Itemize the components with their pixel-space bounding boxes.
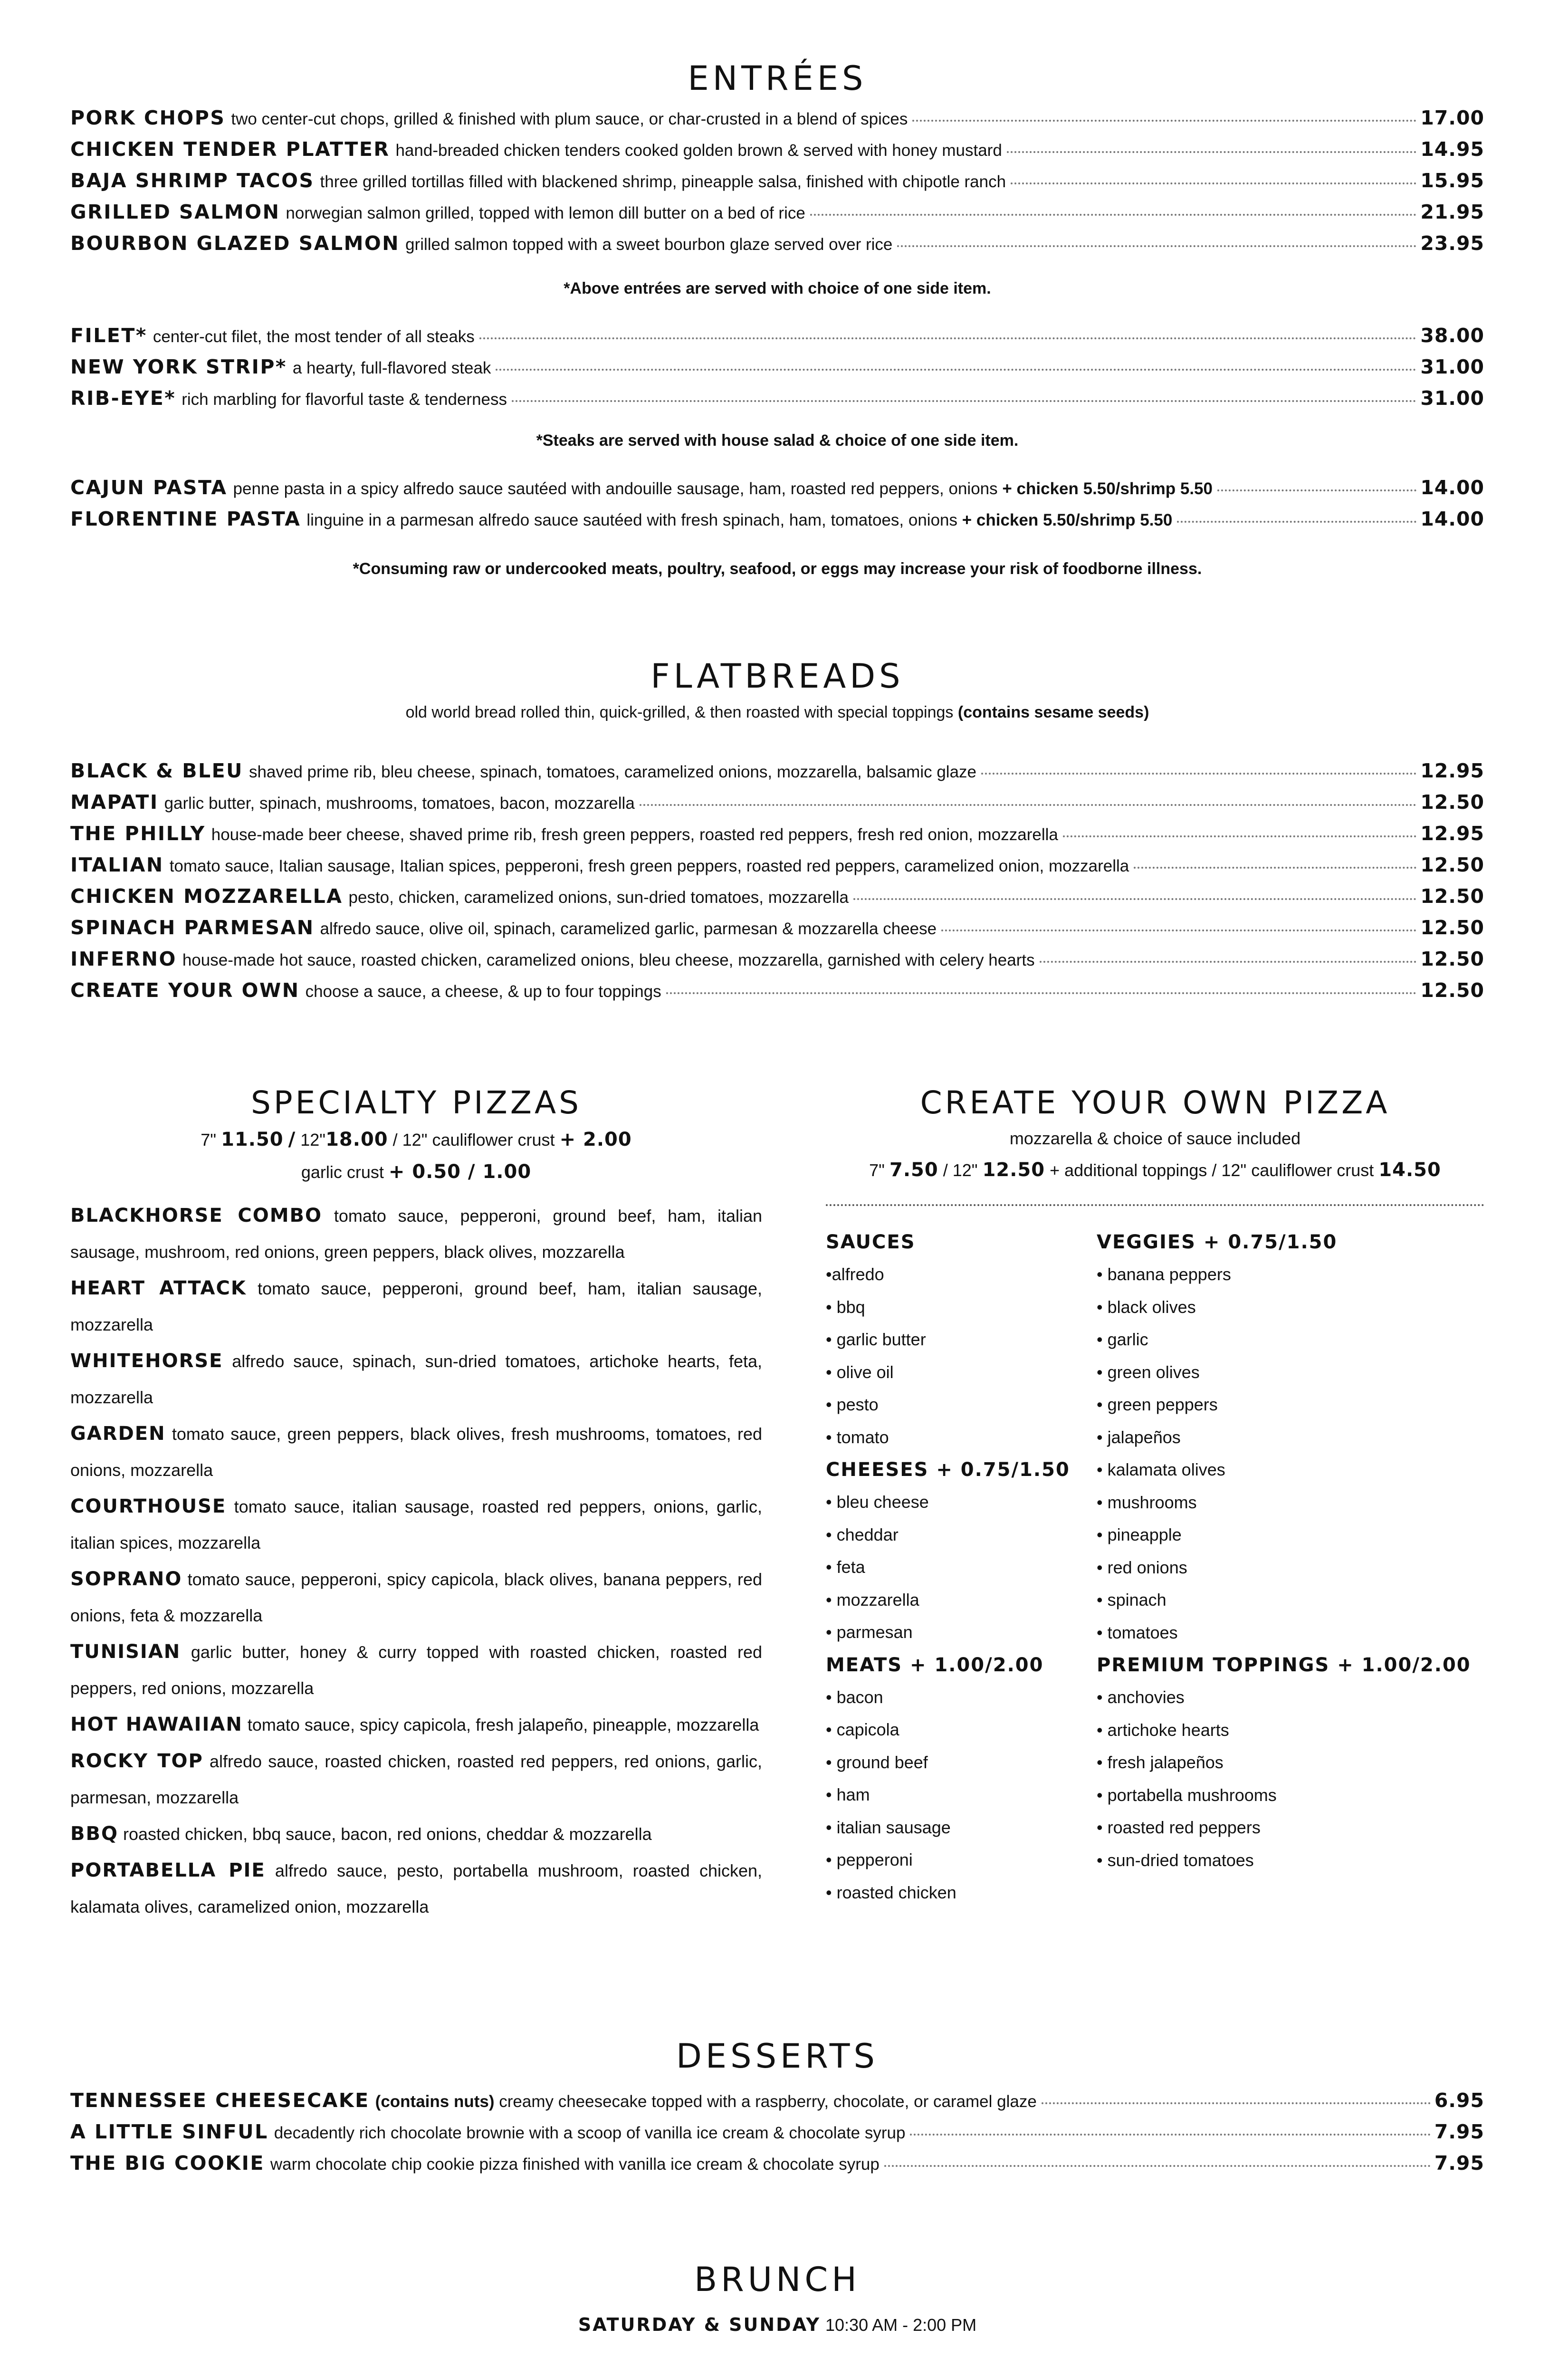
menu-item-price: 31.00 [1420,387,1484,410]
menu-item-price: 6.95 [1434,2089,1484,2112]
menu-item-name: CREATE YOUR OWN [70,979,300,1002]
topping-item: • feta [826,1557,865,1577]
dot-leader [981,773,1416,775]
menu-item-name: ITALIAN [70,853,164,876]
menu-item-row [70,918,1484,949]
menu-item-desc-text: linguine in a parmesan alfredo sauce sautéed with fresh spinach, ham, tomatoes, onions [306,511,957,529]
menu-item-name: FILET* [70,324,147,347]
garlic-crust-label: garlic crust [301,1162,384,1182]
price-12: 18.00 [325,1129,388,1150]
entrees-note-1: *Above entrées are served with choice of one side item. [564,279,991,297]
veggies-heading: VEGGIES + 0.75/1.50 [1097,1231,1338,1253]
specialty-pizza-description: tomato sauce, spicy capicola, fresh jalapeño, pineapple, mozzarella [247,1715,759,1734]
menu-item-row [70,202,1484,234]
specialty-pizzas-section [70,1084,763,1925]
specialty-pizza-item [70,1416,762,1488]
menu-item-row [70,357,1484,389]
menu-item-price: 12.50 [1420,885,1484,908]
menu-item-desc-text: creamy cheesecake topped with a raspberry, chocolate, or caramel glaze [499,2092,1037,2111]
dot-leader [640,804,1417,806]
menu-item-desc-text: rich marbling for flavorful taste & tenderness [182,390,507,409]
menu-item-name: THE PHILLY [70,822,206,845]
topping-item: • ham [826,1785,870,1804]
cyo-dotted-divider [826,1204,1484,1206]
topping-item: • red onions [1097,1557,1187,1577]
specialty-pizza-description: alfredo sauce, spinach, sun-dried tomatoes, artichoke hearts, feta, mozzarella [70,1351,762,1407]
size-7-label: 7" [201,1130,217,1150]
topping-item: • pesto [826,1395,879,1414]
specialty-price-line-2 [70,1162,762,1181]
specialty-pizza-item [70,1270,762,1343]
dot-leader [912,120,1416,122]
premium-toppings-list [1097,1681,1484,1877]
specialty-pizza-item [70,1743,762,1816]
cyo-columns [826,1226,1484,1909]
dot-leader [810,214,1416,216]
brunch-hours: 10:30 AM - 2:00 PM [825,2315,977,2335]
menu-item-price: 14.00 [1420,476,1484,499]
menu-item-row [70,824,1484,855]
menu-item-desc-text: decadently rich chocolate brownie with a scoop of vanilla ice cream & chocolate syrup [274,2124,906,2142]
topping-item: • olive oil [826,1362,894,1382]
menu-item-row [70,509,1484,541]
menu-item-row [70,234,1484,265]
specialty-pizza-name: BBQ [70,1823,118,1845]
menu-item-description [233,480,1213,497]
flatbreads-subtitle [70,704,1484,720]
topping-item: • tomatoes [1097,1622,1178,1642]
menu-item-price: 12.95 [1420,759,1484,782]
dot-leader [884,2165,1431,2167]
menu-item-description [211,826,1058,843]
dot-leader [666,992,1417,994]
menu-item-price: 12.50 [1420,979,1484,1002]
menu-item-name: FLORENTINE PASTA [70,508,301,530]
menu-item-desc-text: norwegian salmon grilled, topped with lemon dill butter on a bed of rice [286,204,805,222]
menu-item-name: A LITTLE SINFUL [70,2120,268,2143]
menu-item-description [164,795,635,812]
menu-item-price: 15.95 [1420,169,1484,192]
menu-item-row [70,140,1484,171]
topping-item: • cheddar [826,1524,899,1544]
flatbreads-title: FLATBREADS [650,657,904,696]
dot-leader [1063,835,1416,837]
garlic-crust-price: + 0.50 / 1.00 [388,1161,532,1183]
veggies-list [1097,1258,1484,1649]
menu-item-name: RIB-EYE* [70,387,176,410]
topping-item: • roasted chicken [826,1882,956,1902]
menu-item-row [70,981,1484,1012]
menu-item-name: PORK CHOPS [70,106,226,129]
brunch-days: SATURDAY & SUNDAY [578,2314,821,2335]
create-your-own-section [826,1084,1484,1909]
entrees-title: ENTRÉES [688,59,867,98]
menu-item-description [306,512,1172,528]
menu-item-row [70,326,1484,357]
cyo-price-12: 12.50 [982,1159,1045,1181]
topping-item: • artichoke hearts [1097,1720,1229,1740]
menu-item-name: INFERNO [70,948,177,970]
specialty-pizza-description: tomato sauce, italian sausage, roasted red peppers, onions, garlic, italian spices, mozzarella [70,1497,762,1552]
entrees-group-2 [70,326,1484,420]
specialty-pizza-list [70,1198,762,1925]
menu-item-name: CHICKEN MOZZARELLA [70,885,343,908]
menu-item-desc-text: choose a sauce, a cheese, & up to four toppings [305,982,661,1001]
specialty-pizza-name: GARDEN [70,1423,166,1445]
specialty-pizza-description: tomato sauce, green peppers, black olives, fresh mushrooms, tomatoes, red onions, mozzarella [70,1424,762,1480]
specialty-pizza-name: PORTABELLA PIE [70,1859,266,1881]
dot-leader [1042,2102,1431,2104]
topping-item: • black olives [1097,1297,1196,1317]
menu-item-price: 12.50 [1420,791,1484,814]
menu-item-name: MAPATI [70,791,159,814]
menu-item-desc-text: house-made beer cheese, shaved prime rib, fresh green peppers, roasted red peppers, fresh red onion, mozzarella [211,825,1058,844]
menu-item-name: THE BIG COOKIE [70,2152,265,2175]
menu-item-desc-text: center-cut filet, the most tender of all steaks [153,327,475,346]
specialty-pizza-name: COURTHOUSE [70,1495,227,1517]
flatbreads-subtitle-bold: (contains sesame seeds) [957,703,1149,721]
menu-item-row [70,855,1484,887]
specialty-pizza-description: alfredo sauce, pesto, portabella mushroom, roasted chicken, kalamata olives, caramelized onion, mozzarella [70,1861,763,1916]
specialty-pizza-item [70,1706,762,1743]
menu-item-row [70,793,1484,824]
topping-item: •alfredo [826,1265,884,1284]
menu-item-description [320,173,1006,190]
topping-item: • bleu cheese [826,1492,929,1512]
specialty-pizza-name: HOT HAWAIIAN [70,1714,243,1735]
topping-item: • sun-dried tomatoes [1097,1850,1254,1870]
menu-item-price: 23.95 [1420,232,1484,255]
menu-item-row [70,887,1484,918]
menu-item-name: BOURBON GLAZED SALMON [70,232,400,255]
menu-item-row [70,389,1484,420]
topping-item: • kalamata olives [1097,1460,1225,1479]
menu-item-description [153,328,475,345]
cauliflower-price: + 2.00 [559,1129,632,1150]
specialty-pizza-item [70,1816,762,1852]
menu-item-desc-text: pesto, chicken, caramelized onions, sun-dried tomatoes, mozzarella [348,888,849,907]
topping-item: • pineapple [1097,1525,1182,1544]
cheeses-list [826,1486,1097,1649]
cyo-price-separator: / [943,1160,948,1180]
topping-item: • bbq [826,1297,865,1317]
topping-item: • mushrooms [1097,1492,1197,1512]
menu-item-note: (contains nuts) [375,2092,495,2111]
specialty-pizza-name: WHITEHORSE [70,1350,223,1372]
menu-item-price: 7.95 [1434,2120,1484,2143]
menu-item-name: NEW YORK STRIP* [70,355,287,378]
specialty-pizza-item [70,1634,762,1706]
menu-item-desc-text: two center-cut chops, grilled & finished with plum sauce, or char-crusted in a blend of spices [231,110,908,128]
specialty-pizzas-title: SPECIALTY PIZZAS [250,1084,582,1121]
menu-item-add-on: + chicken 5.50/shrimp 5.50 [1002,479,1213,498]
topping-item: • italian sausage [826,1817,951,1837]
menu-item-description [274,2125,906,2141]
topping-item: • pepperoni [826,1850,913,1869]
topping-item: • banana peppers [1097,1265,1231,1284]
cyo-left-column [826,1226,1097,1909]
entrees-note-3: *Consuming raw or undercooked meats, poultry, seafood, or eggs may increase your risk of foodborne illness. [353,560,1202,578]
menu-item-row [70,2122,1484,2154]
dot-leader [853,898,1416,900]
menu-item-description [182,952,1035,968]
menu-item-desc-text: tomato sauce, Italian sausage, Italian spices, pepperoni, fresh green peppers, roasted red peppers, caramelized onion, mozzarella [169,857,1129,875]
menu-item-row [70,108,1484,140]
specialty-pizza-item [70,1198,762,1270]
sauces-list [826,1258,1097,1454]
menu-item-desc-text: shaved prime rib, bleu cheese, spinach, tomatoes, caramelized onions, mozzarella, balsamic glaze [249,763,976,781]
menu-item-price: 12.95 [1420,822,1484,845]
specialty-price-line-1 [70,1130,762,1149]
menu-item-price: 14.00 [1420,508,1484,530]
specialty-pizza-description: tomato sauce, pepperoni, ground beef, ham, italian sausage, mushroom, red onions, green peppers, black olives, mozzarella [70,1206,763,1262]
menu-item-description [170,858,1129,874]
cyo-subtitle: mozzarella & choice of sauce included [1009,1129,1301,1148]
entrees-group-1 [70,108,1484,265]
meats-heading: MEATS + 1.00/2.00 [826,1654,1044,1676]
menu-item-row [70,949,1484,981]
menu-item-name: CAJUN PASTA [70,476,228,499]
specialty-pizza-description: alfredo sauce, roasted chicken, roasted red peppers, red onions, garlic, parmesan, mozzarella [70,1752,762,1807]
brunch-title: BRUNCH [694,2260,860,2299]
menu-item-description [306,983,661,1000]
topping-item: • parmesan [826,1622,913,1642]
specialty-pizza-name: BLACKHORSE COMBO [70,1205,323,1226]
menu-item-description [270,2156,880,2173]
menu-item-desc-text: alfredo sauce, olive oil, spinach, caramelized garlic, parmesan & mozzarella cheese [320,920,937,938]
cauliflower-label: / 12" cauliflower crust [392,1130,555,1150]
menu-item-price: 14.95 [1420,138,1484,161]
menu-item-desc-text: garlic butter, spinach, mushrooms, tomatoes, bacon, mozzarella [164,794,635,813]
premium-toppings-heading: PREMIUM TOPPINGS + 1.00/2.00 [1097,1654,1471,1676]
menu-item-desc-text: house-made hot sauce, roasted chicken, caramelized onions, bleu cheese, mozzarella, garnished with celery hearts [182,951,1035,969]
topping-item: • anchovies [1097,1687,1185,1707]
cyo-additional-label: + additional toppings / 12" cauliflower crust [1050,1160,1374,1180]
dot-leader [1177,521,1416,523]
menu-item-price: 17.00 [1420,106,1484,129]
menu-item-row [70,2154,1484,2185]
topping-item: • spinach [1097,1590,1166,1610]
menu-item-price: 12.50 [1420,916,1484,939]
cyo-size-7-label: 7" [869,1160,885,1180]
specialty-pizza-name: SOPRANO [70,1568,182,1590]
specialty-pizza-item [70,1852,762,1925]
menu-item-desc-text: warm chocolate chip cookie pizza finished with vanilla ice cream & chocolate syrup [270,2155,880,2174]
entrees-note-2: *Steaks are served with house salad & choice of one side item. [536,431,1019,450]
topping-item: • green olives [1097,1362,1200,1382]
topping-item: • ground beef [826,1752,928,1772]
menu-item-description [293,360,491,376]
desserts-list [70,2091,1484,2185]
cyo-size-12-label: 12" [952,1160,978,1180]
specialty-pizza-description: roasted chicken, bbq sauce, bacon, red onions, cheddar & mozzarella [123,1824,652,1844]
specialty-pizza-description: tomato sauce, pepperoni, ground beef, ham, italian sausage, mozzarella [70,1279,762,1334]
specialty-pizza-item [70,1561,762,1634]
dot-leader [479,337,1417,339]
sauces-heading: SAUCES [826,1231,916,1253]
topping-item: • garlic butter [826,1330,926,1349]
specialty-pizza-item [70,1343,762,1416]
menu-item-name: BAJA SHRIMP TACOS [70,169,315,192]
menu-item-price: 12.50 [1420,948,1484,970]
menu-item-add-on: + chicken 5.50/shrimp 5.50 [962,511,1173,529]
topping-item: • roasted red peppers [1097,1818,1261,1837]
price-separator: / [288,1129,296,1150]
brunch-hours-line [70,2314,1484,2335]
cyo-price-7: 7.50 [889,1159,938,1181]
menu-item-price: 21.95 [1420,201,1484,223]
desserts-title: DESSERTS [676,2037,879,2076]
menu-item-name: BLACK & BLEU [70,759,243,782]
dot-leader [512,400,1416,402]
dot-leader [1007,151,1417,153]
specialty-pizza-description: garlic butter, honey & curry topped with roasted chicken, roasted red peppers, red onions, mozzarella [70,1642,762,1698]
menu-item-desc-text: three grilled tortillas filled with blackened shrimp, pineapple salsa, finished with chipotle ranch [320,172,1006,191]
dot-leader [910,2134,1430,2136]
specialty-pizza-name: TUNISIAN [70,1641,181,1663]
specialty-pizza-description: tomato sauce, pepperoni, spicy capicola, black olives, banana peppers, red onions, feta & mozzarella [70,1570,762,1625]
menu-item-name: CHICKEN TENDER PLATTER [70,138,390,161]
menu-item-price: 7.95 [1434,2152,1484,2175]
cyo-price-line [826,1160,1484,1179]
specialty-pizza-item [70,1488,762,1561]
menu-item-description [249,764,976,780]
topping-item: • fresh jalapeños [1097,1753,1224,1772]
topping-item: • mozzarella [826,1590,919,1610]
menu-item-description [375,2093,1037,2110]
menu-item-price: 31.00 [1420,355,1484,378]
specialty-pizza-name: HEART ATTACK [70,1277,247,1299]
flatbreads-list [70,761,1484,1012]
topping-item: • portabella mushrooms [1097,1785,1277,1805]
menu-item-desc-text: penne pasta in a spicy alfredo sauce sautéed with andouille sausage, ham, roasted red peppers, onions [233,479,998,498]
size-12-label: 12" [300,1130,326,1150]
create-your-own-title: CREATE YOUR OWN PIZZA [920,1084,1390,1121]
menu-item-description [286,205,805,221]
cyo-cauliflower-price: 14.50 [1378,1159,1441,1181]
menu-item-row [70,761,1484,793]
topping-item: • bacon [826,1687,883,1707]
dot-leader [496,369,1416,371]
menu-item-description [395,142,1002,159]
menu-item-row [70,478,1484,509]
dot-leader [897,245,1416,247]
menu-item-desc-text: grilled salmon topped with a sweet bourbon glaze served over rice [405,235,893,254]
menu-item-description [405,236,892,253]
menu-item-name: TENNESSEE CHEESECAKE [70,2089,370,2112]
entrees-group-3 [70,478,1484,541]
menu-item-name: SPINACH PARMESAN [70,916,315,939]
menu-item-row [70,2091,1484,2122]
menu-item-name: GRILLED SALMON [70,201,280,223]
menu-item-description [182,391,507,408]
dot-leader [1040,961,1417,963]
menu-item-description [231,111,908,127]
menu-item-price: 38.00 [1420,324,1484,347]
menu-item-desc-text: hand-breaded chicken tenders cooked golden brown & served with honey mustard [395,141,1002,160]
dot-leader [1011,182,1416,184]
topping-item: • green peppers [1097,1395,1218,1414]
topping-item: • tomato [826,1427,889,1447]
topping-item: • jalapeños [1097,1427,1181,1447]
menu-item-description [320,920,937,937]
specialty-pizza-name: ROCKY TOP [70,1750,203,1772]
dot-leader [1134,867,1416,869]
menu-item-row [70,171,1484,202]
cyo-right-column [1097,1226,1484,1909]
cheeses-heading: CHEESES + 0.75/1.50 [826,1459,1070,1481]
meats-list [826,1681,1097,1909]
dot-leader [941,929,1416,931]
menu-item-desc-text: a hearty, full-flavored steak [292,359,491,377]
menu-item-description [349,889,849,906]
price-7: 11.50 [221,1129,284,1150]
menu-item-price: 12.50 [1420,853,1484,876]
dot-leader [1217,489,1416,491]
topping-item: • garlic [1097,1330,1148,1349]
topping-item: • capicola [826,1720,899,1739]
flatbreads-subtitle-text: old world bread rolled thin, quick-grilled, & then roasted with special toppings [405,703,954,721]
